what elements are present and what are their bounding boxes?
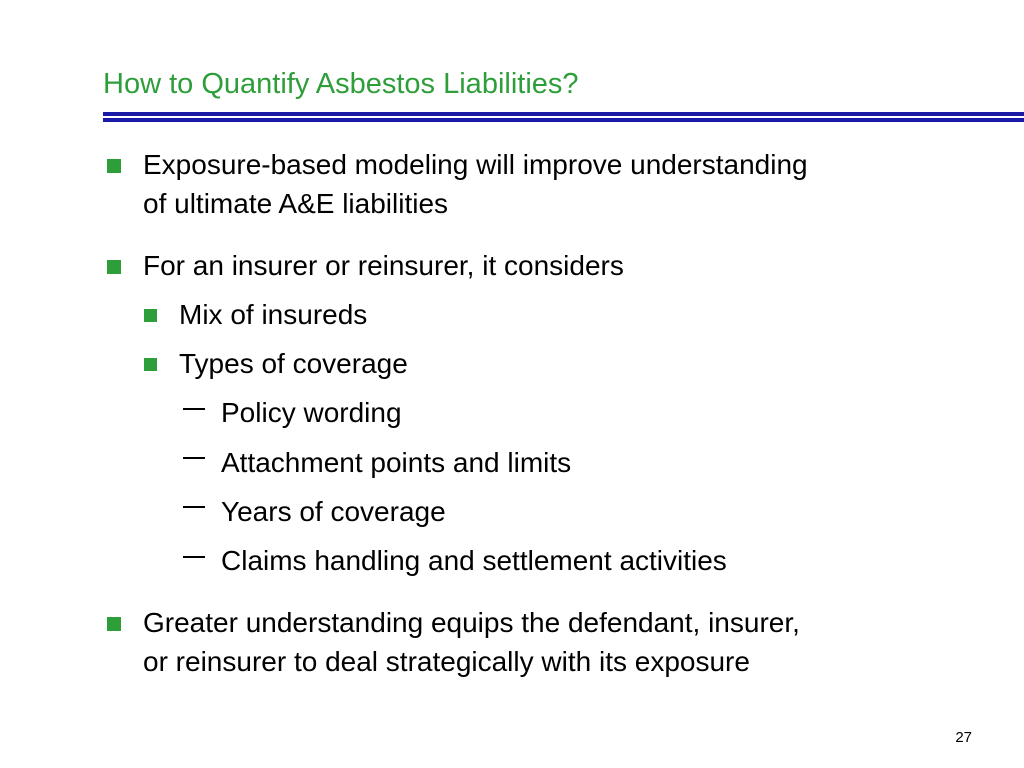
dash-icon (183, 457, 205, 459)
sub-bullet-square-icon (144, 358, 157, 371)
bullet-square-icon (107, 617, 121, 631)
dash-icon (183, 408, 205, 410)
dash-item-policy-wording: Policy wording (221, 397, 402, 428)
dash-icon (183, 506, 205, 508)
sub-bullet-square-icon (144, 309, 157, 322)
page-number: 27 (955, 729, 972, 746)
dash-item-claims-handling: Claims handling and settlement activities (221, 545, 727, 576)
title-rule-bottom (103, 118, 1024, 122)
bullet-square-icon (107, 159, 121, 173)
bullet-2: For an insurer or reinsurer, it considers (143, 250, 624, 281)
bullet-1-line-2: of ultimate A&E liabilities (143, 188, 449, 219)
bullet-3-line-1: Greater understanding equips the defendant, insurer, (143, 607, 800, 638)
sub-bullet-mix-of-insureds: Mix of insureds (179, 299, 368, 330)
sub-bullet-types-of-coverage: Types of coverage (179, 348, 408, 379)
dash-item-years-of-coverage: Years of coverage (221, 496, 446, 527)
dash-icon (183, 556, 205, 558)
dash-item-attachment-points: Attachment points and limits (221, 447, 572, 478)
bullet-3-line-2: or reinsurer to deal strategically with its exposure (143, 646, 750, 677)
bullet-1-line-1: Exposure-based modeling will improve understanding (143, 149, 808, 180)
slide-title: How to Quantify Asbestos Liabilities? (103, 68, 579, 100)
bullet-square-icon (107, 260, 121, 274)
title-rule-top (103, 112, 1024, 116)
